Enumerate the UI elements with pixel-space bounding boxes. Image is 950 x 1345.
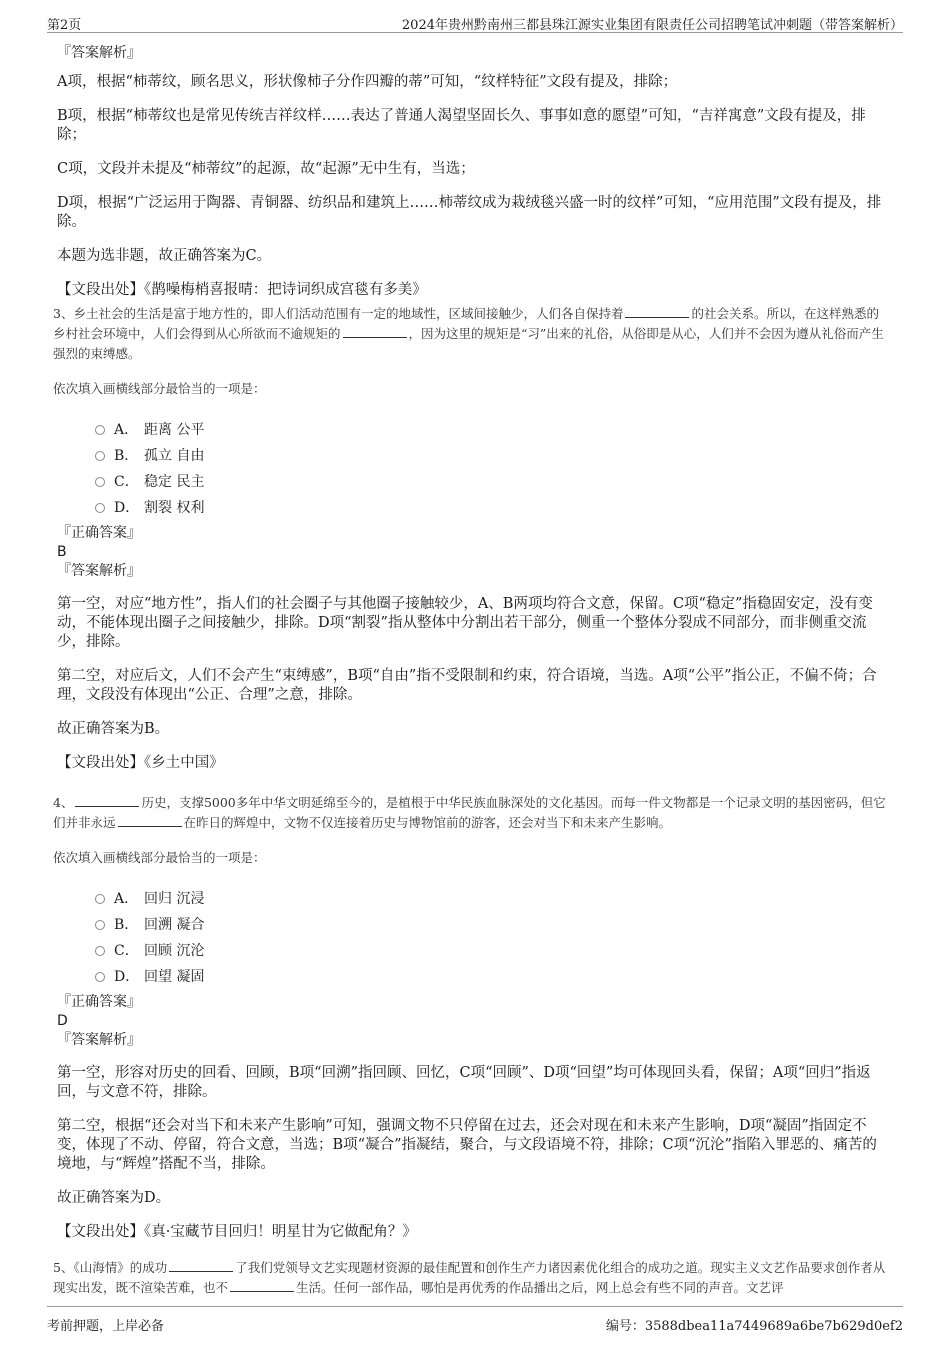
blank-line <box>169 1259 233 1272</box>
q4-option-a[interactable]: A． 回归 沉浸 <box>95 889 888 915</box>
q2-analysis-para: C项，文段并未提及“柿蒂纹”的起源，故“起源”无中生有，当选； <box>57 161 475 177</box>
page-footer <box>47 1306 903 1337</box>
q4-analysis-label: 『答案解析』 <box>57 1032 141 1048</box>
q3-option-d[interactable]: D． 割裂 权利 <box>95 498 888 524</box>
blank-line <box>343 325 407 338</box>
q4-option-c[interactable]: C． 回顾 沉沦 <box>95 941 888 967</box>
q4-source: 【文段出处】《真·宝藏节目回归！明星甘为它做配角？》 <box>57 1224 417 1240</box>
q4-analysis-para: 第二空，根据“还会对当下和未来产生影响”可知，强调文物不只停留在过去，还会对现在和未来产生影响，D项“凝固”指固定不变，体现了不动、停留，符合文意，当选；B项“凝合”指凝结，聚合，与文段语境不符，排除；C项“沉沦”指陷入罪恶的、痛苦的境地，与“辉煌”搭配不当，排除。 <box>57 1118 877 1172</box>
q4-option-d[interactable]: D． 回望 凝固 <box>95 967 888 993</box>
q2-source: 【文段出处】《鹊噪梅梢喜报晴：把诗词织成宫毯有多美》 <box>57 282 427 298</box>
q4-options <box>57 889 888 993</box>
q4-analysis-para: 第一空，形容对历史的回看、回顾，B项“回溯”指回顾、回忆，C项“回顾”、D项“回望”均可体现回头看，保留；A项“回归”指返回，与文意不符，排除。 <box>57 1065 871 1100</box>
blank-line <box>75 794 139 807</box>
q3-correct-label: 『正确答案』 <box>57 525 141 541</box>
q3-options <box>57 420 888 524</box>
document-body <box>53 44 888 1314</box>
q2-analysis-para: D项，根据“广泛运用于陶器、青铜器、纺织品和建筑上……柿蒂纹成为栽绒毯兴盛一时的纹样”可知，“应用范围”文段有提及，排除。 <box>57 195 882 230</box>
q3-analysis-para: 第二空，对应后文，人们不会产生“束缚感”，B项“自由”指不受限制和约束，符合语境，当选。A项“公平”指公正，不偏不倚；合理，文段没有体现出“公正、合理”之意，排除。 <box>57 668 877 703</box>
blank-line <box>230 1279 294 1292</box>
blank-line <box>625 305 689 318</box>
radio-icon[interactable] <box>95 451 105 461</box>
q4-correct-label: 『正确答案』 <box>57 994 141 1010</box>
radio-icon[interactable] <box>95 894 105 904</box>
q4-stem: 4、 历史，支撑5000多年中华文明延绵至今的，是植根于中华民族血脉深处的文化基因。而每一件文物都是一个记录文明的基因密码，但它们并非永远 在昨日的辉煌中，文物不仅连接着历史与博物馆前的游客，还会对当下和未来产生影响。 <box>53 795 886 830</box>
q2-conclusion: 本题为选非题，故正确答案为C。 <box>57 248 272 264</box>
q3-option-c[interactable]: C． 稳定 民主 <box>95 472 888 498</box>
q2-analysis-label: 『答案解析』 <box>57 45 141 61</box>
radio-icon[interactable] <box>95 946 105 956</box>
document-title: 2024年贵州黔南州三都县珠江源实业集团有限责任公司招聘笔试冲刺题（带答案解析） <box>401 18 903 33</box>
q3-correct-answer: B <box>57 544 67 560</box>
page-header <box>47 10 903 33</box>
q3-source: 【文段出处】《乡土中国》 <box>57 755 224 771</box>
q2-analysis-para: A项，根据“柿蒂纹，顾名思义，形状像柿子分作四瓣的蒂”可知，“纹样特征”文段有提及，排除； <box>57 74 678 90</box>
footer-slogan: 考前押题，上岸必备 <box>47 1319 165 1334</box>
q4-conclusion: 故正确答案为D。 <box>57 1190 171 1206</box>
radio-icon[interactable] <box>95 477 105 487</box>
radio-icon[interactable] <box>95 503 105 513</box>
radio-icon[interactable] <box>95 425 105 435</box>
page-number: 第2页 <box>47 18 82 33</box>
q3-stem: 3、乡土社会的生活是富于地方性的，即人们活动范围有一定的地域性，区域间接触少，人们各自保持着 的社会关系。所以，在这样熟悉的乡村社会环境中，人们会得到从心所欲而不逾规矩的 ，因为这里的规矩是“习”出来的礼俗，从俗即是从心，人们并不会因为遵从礼俗而产生强烈的束缚感。 <box>53 306 884 361</box>
q3-analysis-para: 第一空，对应“地方性”，指人们的社会圈子与其他圈子接触较少，A、B两项均符合文意，保留。C项“稳定”指稳固安定，没有变动，不能体现出圈子之间接触少，排除。D项“割裂”指从整体中分割出若干部分，侧重一个整体分裂成不同部分，而非侧重交流少，排除。 <box>57 596 873 650</box>
radio-icon[interactable] <box>95 972 105 982</box>
q5-stem: 5、《山海情》的成功 了我们党领导文艺实现题材资源的最佳配置和创作生产力诸因素优化组合的成功之道。现实主义文艺作品要求创作者从现实出发，既不渲染苦难，也不 生活。任何一部作品，哪怕是再优秀的作品播出之后，网上总会有些不同的声音。文艺评 <box>53 1260 886 1295</box>
q3-conclusion: 故正确答案为B。 <box>57 721 170 737</box>
q4-correct-answer: D <box>57 1013 68 1029</box>
q4-option-b[interactable]: B． 回溯 凝合 <box>95 915 888 941</box>
q3-option-a[interactable]: A． 距离 公平 <box>95 420 888 446</box>
document-id: 编号：3588dbea11a7449689a6be7b629d0ef2 <box>605 1319 903 1334</box>
q3-prompt: 依次填入画横线部分最恰当的一项是： <box>53 381 266 396</box>
q3-option-b[interactable]: B． 孤立 自由 <box>95 446 888 472</box>
q4-prompt: 依次填入画横线部分最恰当的一项是： <box>53 850 266 865</box>
q2-analysis-para: B项，根据“柿蒂纹也是常见传统吉祥纹样……表达了普通人渴望坚固长久、事事如意的愿望”可知，“吉祥寓意”文段有提及，排除； <box>57 108 866 143</box>
q3-analysis-label: 『答案解析』 <box>57 563 141 579</box>
radio-icon[interactable] <box>95 920 105 930</box>
blank-line <box>118 814 182 827</box>
